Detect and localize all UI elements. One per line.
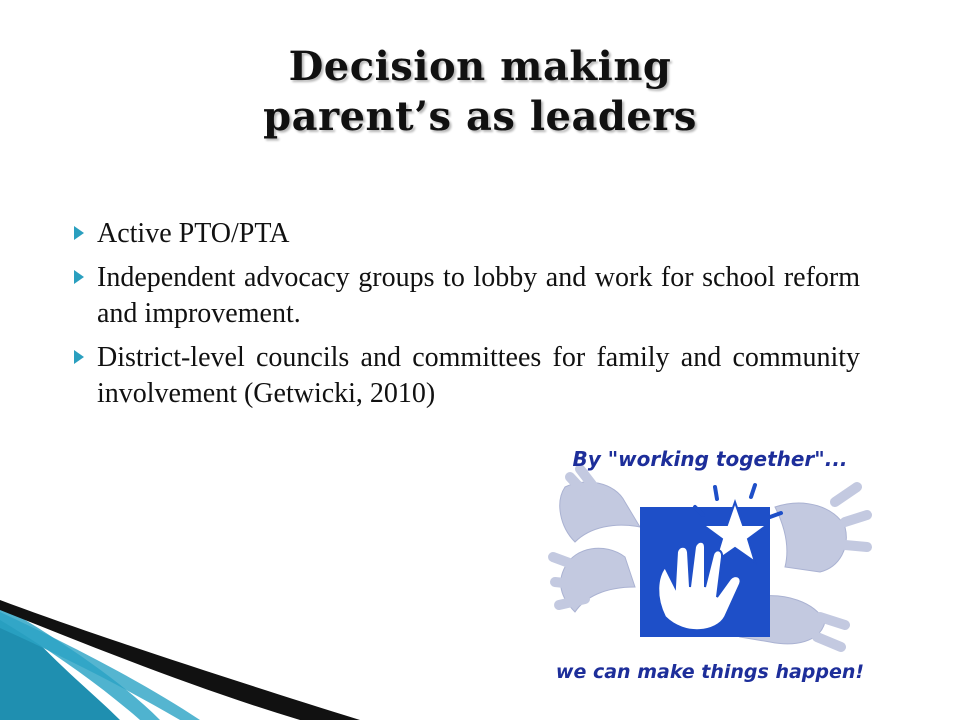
triangle-right-icon <box>74 350 84 364</box>
corner-swoosh-decoration <box>0 600 360 720</box>
title-line-1: Decision making <box>288 43 672 90</box>
slide-title <box>0 42 960 142</box>
bullet-text: District-level councils and committees for family and community involvement (Getwicki, 2010) <box>97 342 860 409</box>
image-bottom-text: we can make things happen! <box>555 661 865 683</box>
bullet-item <box>60 216 860 252</box>
bullet-item <box>60 260 860 332</box>
title-line-2: parent’s as leaders <box>263 93 697 140</box>
image-top-text: By "working together"... <box>572 447 848 471</box>
bullet-text: Active PTO/PTA <box>97 218 290 249</box>
triangle-right-icon <box>74 270 84 284</box>
hands-star-icon <box>545 447 875 687</box>
bullet-text: Independent advocacy groups to lobby and work for school reform and improvement. <box>97 262 860 329</box>
triangle-right-icon <box>74 226 84 240</box>
bullet-list <box>60 216 860 420</box>
bullet-item <box>60 340 860 412</box>
working-together-image <box>545 447 875 687</box>
